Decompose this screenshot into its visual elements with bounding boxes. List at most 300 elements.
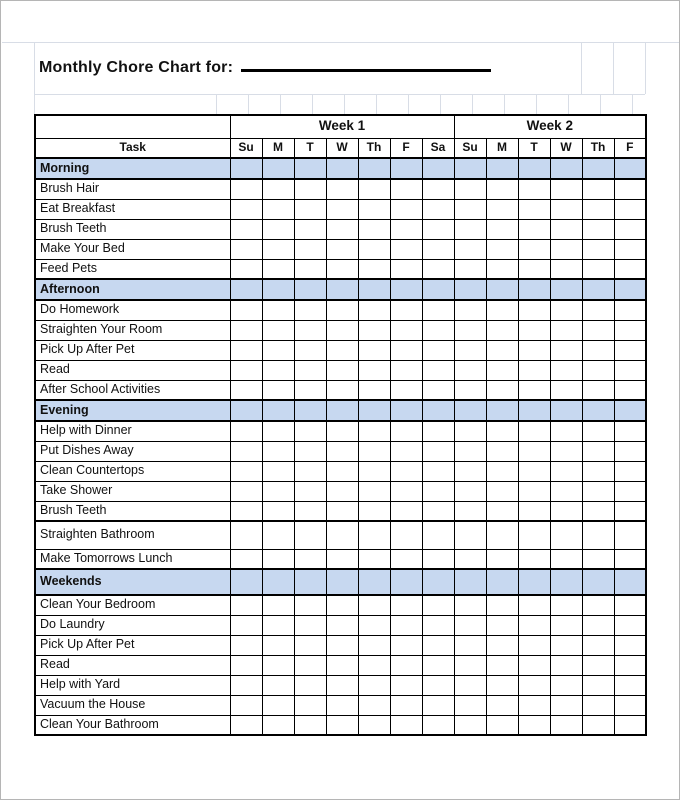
day-checkbox-cell[interactable] <box>518 179 550 199</box>
day-checkbox-cell[interactable] <box>230 239 262 259</box>
day-checkbox-cell[interactable] <box>486 441 518 461</box>
day-checkbox-cell[interactable] <box>262 549 294 569</box>
day-checkbox-cell[interactable] <box>358 259 390 279</box>
day-checkbox-cell[interactable] <box>614 675 646 695</box>
day-checkbox-cell[interactable] <box>230 595 262 615</box>
day-checkbox-cell[interactable] <box>582 549 614 569</box>
day-checkbox-cell[interactable] <box>390 695 422 715</box>
day-checkbox-cell[interactable] <box>486 635 518 655</box>
day-checkbox-cell[interactable] <box>582 501 614 521</box>
day-checkbox-cell[interactable] <box>582 179 614 199</box>
day-checkbox-cell[interactable] <box>294 441 326 461</box>
day-checkbox-cell[interactable] <box>294 715 326 735</box>
day-checkbox-cell[interactable] <box>326 461 358 481</box>
day-checkbox-cell[interactable] <box>582 635 614 655</box>
day-checkbox-cell[interactable] <box>390 340 422 360</box>
day-checkbox-cell[interactable] <box>358 219 390 239</box>
day-checkbox-cell[interactable] <box>422 259 454 279</box>
day-checkbox-cell[interactable] <box>230 675 262 695</box>
day-checkbox-cell[interactable] <box>518 380 550 400</box>
day-checkbox-cell[interactable] <box>486 501 518 521</box>
day-checkbox-cell[interactable] <box>518 239 550 259</box>
day-checkbox-cell[interactable] <box>486 461 518 481</box>
day-checkbox-cell[interactable] <box>294 179 326 199</box>
day-checkbox-cell[interactable] <box>262 259 294 279</box>
day-checkbox-cell[interactable] <box>326 441 358 461</box>
day-checkbox-cell[interactable] <box>390 219 422 239</box>
day-checkbox-cell[interactable] <box>582 199 614 219</box>
day-checkbox-cell[interactable] <box>582 615 614 635</box>
day-checkbox-cell[interactable] <box>326 521 358 549</box>
day-checkbox-cell[interactable] <box>390 655 422 675</box>
day-checkbox-cell[interactable] <box>614 615 646 635</box>
day-checkbox-cell[interactable] <box>262 501 294 521</box>
day-checkbox-cell[interactable] <box>358 481 390 501</box>
day-checkbox-cell[interactable] <box>550 655 582 675</box>
day-checkbox-cell[interactable] <box>390 595 422 615</box>
day-checkbox-cell[interactable] <box>230 441 262 461</box>
day-checkbox-cell[interactable] <box>518 655 550 675</box>
day-checkbox-cell[interactable] <box>582 655 614 675</box>
day-checkbox-cell[interactable] <box>422 715 454 735</box>
day-checkbox-cell[interactable] <box>294 675 326 695</box>
day-checkbox-cell[interactable] <box>390 239 422 259</box>
day-checkbox-cell[interactable] <box>518 340 550 360</box>
day-checkbox-cell[interactable] <box>582 320 614 340</box>
day-checkbox-cell[interactable] <box>582 380 614 400</box>
day-checkbox-cell[interactable] <box>230 655 262 675</box>
day-checkbox-cell[interactable] <box>614 179 646 199</box>
day-checkbox-cell[interactable] <box>582 300 614 320</box>
day-checkbox-cell[interactable] <box>390 501 422 521</box>
day-checkbox-cell[interactable] <box>614 501 646 521</box>
day-checkbox-cell[interactable] <box>262 380 294 400</box>
day-checkbox-cell[interactable] <box>422 635 454 655</box>
day-checkbox-cell[interactable] <box>422 320 454 340</box>
day-checkbox-cell[interactable] <box>518 521 550 549</box>
day-checkbox-cell[interactable] <box>230 549 262 569</box>
day-checkbox-cell[interactable] <box>326 675 358 695</box>
day-checkbox-cell[interactable] <box>422 461 454 481</box>
day-checkbox-cell[interactable] <box>294 340 326 360</box>
day-checkbox-cell[interactable] <box>582 421 614 441</box>
day-checkbox-cell[interactable] <box>294 199 326 219</box>
day-checkbox-cell[interactable] <box>454 695 486 715</box>
day-checkbox-cell[interactable] <box>454 595 486 615</box>
day-checkbox-cell[interactable] <box>582 259 614 279</box>
day-checkbox-cell[interactable] <box>486 521 518 549</box>
day-checkbox-cell[interactable] <box>614 635 646 655</box>
day-checkbox-cell[interactable] <box>454 715 486 735</box>
day-checkbox-cell[interactable] <box>230 715 262 735</box>
day-checkbox-cell[interactable] <box>486 320 518 340</box>
day-checkbox-cell[interactable] <box>614 259 646 279</box>
day-checkbox-cell[interactable] <box>422 655 454 675</box>
day-checkbox-cell[interactable] <box>550 239 582 259</box>
day-checkbox-cell[interactable] <box>230 259 262 279</box>
day-checkbox-cell[interactable] <box>390 461 422 481</box>
day-checkbox-cell[interactable] <box>358 179 390 199</box>
day-checkbox-cell[interactable] <box>262 635 294 655</box>
day-checkbox-cell[interactable] <box>486 675 518 695</box>
day-checkbox-cell[interactable] <box>358 239 390 259</box>
day-checkbox-cell[interactable] <box>230 481 262 501</box>
day-checkbox-cell[interactable] <box>262 219 294 239</box>
day-checkbox-cell[interactable] <box>550 421 582 441</box>
day-checkbox-cell[interactable] <box>550 219 582 239</box>
day-checkbox-cell[interactable] <box>550 595 582 615</box>
day-checkbox-cell[interactable] <box>294 635 326 655</box>
day-checkbox-cell[interactable] <box>230 320 262 340</box>
day-checkbox-cell[interactable] <box>454 655 486 675</box>
day-checkbox-cell[interactable] <box>294 595 326 615</box>
day-checkbox-cell[interactable] <box>294 501 326 521</box>
day-checkbox-cell[interactable] <box>614 695 646 715</box>
day-checkbox-cell[interactable] <box>230 501 262 521</box>
day-checkbox-cell[interactable] <box>422 340 454 360</box>
day-checkbox-cell[interactable] <box>326 320 358 340</box>
day-checkbox-cell[interactable] <box>358 695 390 715</box>
day-checkbox-cell[interactable] <box>358 655 390 675</box>
day-checkbox-cell[interactable] <box>390 715 422 735</box>
day-checkbox-cell[interactable] <box>390 199 422 219</box>
day-checkbox-cell[interactable] <box>358 380 390 400</box>
day-checkbox-cell[interactable] <box>294 219 326 239</box>
day-checkbox-cell[interactable] <box>454 501 486 521</box>
day-checkbox-cell[interactable] <box>454 675 486 695</box>
day-checkbox-cell[interactable] <box>326 219 358 239</box>
day-checkbox-cell[interactable] <box>550 549 582 569</box>
day-checkbox-cell[interactable] <box>614 380 646 400</box>
day-checkbox-cell[interactable] <box>230 421 262 441</box>
day-checkbox-cell[interactable] <box>454 549 486 569</box>
day-checkbox-cell[interactable] <box>582 675 614 695</box>
day-checkbox-cell[interactable] <box>326 481 358 501</box>
day-checkbox-cell[interactable] <box>262 461 294 481</box>
day-checkbox-cell[interactable] <box>614 655 646 675</box>
day-checkbox-cell[interactable] <box>614 239 646 259</box>
day-checkbox-cell[interactable] <box>582 481 614 501</box>
day-checkbox-cell[interactable] <box>614 340 646 360</box>
day-checkbox-cell[interactable] <box>518 199 550 219</box>
day-checkbox-cell[interactable] <box>390 360 422 380</box>
day-checkbox-cell[interactable] <box>294 300 326 320</box>
day-checkbox-cell[interactable] <box>326 501 358 521</box>
day-checkbox-cell[interactable] <box>614 461 646 481</box>
day-checkbox-cell[interactable] <box>390 675 422 695</box>
day-checkbox-cell[interactable] <box>422 219 454 239</box>
day-checkbox-cell[interactable] <box>518 461 550 481</box>
day-checkbox-cell[interactable] <box>454 481 486 501</box>
day-checkbox-cell[interactable] <box>614 549 646 569</box>
day-checkbox-cell[interactable] <box>390 635 422 655</box>
day-checkbox-cell[interactable] <box>262 199 294 219</box>
day-checkbox-cell[interactable] <box>358 461 390 481</box>
day-checkbox-cell[interactable] <box>326 340 358 360</box>
day-checkbox-cell[interactable] <box>550 259 582 279</box>
day-checkbox-cell[interactable] <box>262 441 294 461</box>
day-checkbox-cell[interactable] <box>486 360 518 380</box>
day-checkbox-cell[interactable] <box>518 715 550 735</box>
day-checkbox-cell[interactable] <box>294 421 326 441</box>
day-checkbox-cell[interactable] <box>326 655 358 675</box>
day-checkbox-cell[interactable] <box>486 219 518 239</box>
day-checkbox-cell[interactable] <box>422 675 454 695</box>
day-checkbox-cell[interactable] <box>422 421 454 441</box>
day-checkbox-cell[interactable] <box>422 695 454 715</box>
day-checkbox-cell[interactable] <box>614 521 646 549</box>
day-checkbox-cell[interactable] <box>230 340 262 360</box>
day-checkbox-cell[interactable] <box>422 501 454 521</box>
day-checkbox-cell[interactable] <box>550 320 582 340</box>
day-checkbox-cell[interactable] <box>486 595 518 615</box>
day-checkbox-cell[interactable] <box>486 380 518 400</box>
day-checkbox-cell[interactable] <box>550 461 582 481</box>
day-checkbox-cell[interactable] <box>326 300 358 320</box>
day-checkbox-cell[interactable] <box>262 340 294 360</box>
day-checkbox-cell[interactable] <box>454 300 486 320</box>
day-checkbox-cell[interactable] <box>582 595 614 615</box>
day-checkbox-cell[interactable] <box>294 481 326 501</box>
day-checkbox-cell[interactable] <box>550 360 582 380</box>
day-checkbox-cell[interactable] <box>326 549 358 569</box>
day-checkbox-cell[interactable] <box>486 615 518 635</box>
day-checkbox-cell[interactable] <box>550 615 582 635</box>
day-checkbox-cell[interactable] <box>518 635 550 655</box>
day-checkbox-cell[interactable] <box>518 549 550 569</box>
day-checkbox-cell[interactable] <box>390 259 422 279</box>
day-checkbox-cell[interactable] <box>326 421 358 441</box>
day-checkbox-cell[interactable] <box>326 615 358 635</box>
day-checkbox-cell[interactable] <box>326 635 358 655</box>
day-checkbox-cell[interactable] <box>518 615 550 635</box>
day-checkbox-cell[interactable] <box>358 549 390 569</box>
day-checkbox-cell[interactable] <box>230 179 262 199</box>
day-checkbox-cell[interactable] <box>230 199 262 219</box>
day-checkbox-cell[interactable] <box>454 239 486 259</box>
day-checkbox-cell[interactable] <box>582 441 614 461</box>
day-checkbox-cell[interactable] <box>454 179 486 199</box>
day-checkbox-cell[interactable] <box>262 715 294 735</box>
day-checkbox-cell[interactable] <box>294 380 326 400</box>
day-checkbox-cell[interactable] <box>358 199 390 219</box>
day-checkbox-cell[interactable] <box>550 179 582 199</box>
day-checkbox-cell[interactable] <box>582 715 614 735</box>
day-checkbox-cell[interactable] <box>294 549 326 569</box>
day-checkbox-cell[interactable] <box>454 421 486 441</box>
day-checkbox-cell[interactable] <box>518 360 550 380</box>
day-checkbox-cell[interactable] <box>262 320 294 340</box>
day-checkbox-cell[interactable] <box>614 199 646 219</box>
day-checkbox-cell[interactable] <box>486 421 518 441</box>
day-checkbox-cell[interactable] <box>422 179 454 199</box>
day-checkbox-cell[interactable] <box>358 360 390 380</box>
day-checkbox-cell[interactable] <box>230 615 262 635</box>
name-blank-field[interactable] <box>241 68 491 72</box>
day-checkbox-cell[interactable] <box>294 259 326 279</box>
day-checkbox-cell[interactable] <box>518 481 550 501</box>
day-checkbox-cell[interactable] <box>550 715 582 735</box>
day-checkbox-cell[interactable] <box>518 441 550 461</box>
day-checkbox-cell[interactable] <box>262 300 294 320</box>
day-checkbox-cell[interactable] <box>390 320 422 340</box>
day-checkbox-cell[interactable] <box>454 259 486 279</box>
day-checkbox-cell[interactable] <box>518 421 550 441</box>
day-checkbox-cell[interactable] <box>518 320 550 340</box>
day-checkbox-cell[interactable] <box>422 595 454 615</box>
day-checkbox-cell[interactable] <box>550 441 582 461</box>
day-checkbox-cell[interactable] <box>550 481 582 501</box>
day-checkbox-cell[interactable] <box>486 549 518 569</box>
day-checkbox-cell[interactable] <box>390 549 422 569</box>
day-checkbox-cell[interactable] <box>454 615 486 635</box>
day-checkbox-cell[interactable] <box>550 501 582 521</box>
day-checkbox-cell[interactable] <box>518 501 550 521</box>
day-checkbox-cell[interactable] <box>294 461 326 481</box>
day-checkbox-cell[interactable] <box>614 595 646 615</box>
day-checkbox-cell[interactable] <box>294 320 326 340</box>
day-checkbox-cell[interactable] <box>614 481 646 501</box>
day-checkbox-cell[interactable] <box>358 501 390 521</box>
day-checkbox-cell[interactable] <box>358 320 390 340</box>
day-checkbox-cell[interactable] <box>550 199 582 219</box>
day-checkbox-cell[interactable] <box>358 615 390 635</box>
day-checkbox-cell[interactable] <box>262 421 294 441</box>
day-checkbox-cell[interactable] <box>486 239 518 259</box>
day-checkbox-cell[interactable] <box>358 441 390 461</box>
day-checkbox-cell[interactable] <box>422 380 454 400</box>
day-checkbox-cell[interactable] <box>486 199 518 219</box>
day-checkbox-cell[interactable] <box>326 360 358 380</box>
day-checkbox-cell[interactable] <box>518 695 550 715</box>
day-checkbox-cell[interactable] <box>230 695 262 715</box>
day-checkbox-cell[interactable] <box>550 695 582 715</box>
day-checkbox-cell[interactable] <box>230 635 262 655</box>
day-checkbox-cell[interactable] <box>550 300 582 320</box>
day-checkbox-cell[interactable] <box>230 360 262 380</box>
day-checkbox-cell[interactable] <box>230 219 262 239</box>
day-checkbox-cell[interactable] <box>454 380 486 400</box>
day-checkbox-cell[interactable] <box>518 595 550 615</box>
day-checkbox-cell[interactable] <box>262 481 294 501</box>
day-checkbox-cell[interactable] <box>550 675 582 695</box>
day-checkbox-cell[interactable] <box>518 300 550 320</box>
day-checkbox-cell[interactable] <box>326 380 358 400</box>
day-checkbox-cell[interactable] <box>486 695 518 715</box>
day-checkbox-cell[interactable] <box>294 695 326 715</box>
day-checkbox-cell[interactable] <box>326 715 358 735</box>
day-checkbox-cell[interactable] <box>230 380 262 400</box>
day-checkbox-cell[interactable] <box>454 635 486 655</box>
day-checkbox-cell[interactable] <box>486 481 518 501</box>
day-checkbox-cell[interactable] <box>358 715 390 735</box>
day-checkbox-cell[interactable] <box>422 521 454 549</box>
day-checkbox-cell[interactable] <box>294 239 326 259</box>
day-checkbox-cell[interactable] <box>582 695 614 715</box>
day-checkbox-cell[interactable] <box>358 421 390 441</box>
day-checkbox-cell[interactable] <box>390 521 422 549</box>
day-checkbox-cell[interactable] <box>422 441 454 461</box>
day-checkbox-cell[interactable] <box>454 320 486 340</box>
day-checkbox-cell[interactable] <box>614 360 646 380</box>
day-checkbox-cell[interactable] <box>262 360 294 380</box>
day-checkbox-cell[interactable] <box>390 481 422 501</box>
day-checkbox-cell[interactable] <box>486 715 518 735</box>
day-checkbox-cell[interactable] <box>294 655 326 675</box>
day-checkbox-cell[interactable] <box>582 461 614 481</box>
day-checkbox-cell[interactable] <box>358 340 390 360</box>
day-checkbox-cell[interactable] <box>326 595 358 615</box>
day-checkbox-cell[interactable] <box>262 675 294 695</box>
day-checkbox-cell[interactable] <box>582 360 614 380</box>
day-checkbox-cell[interactable] <box>358 300 390 320</box>
day-checkbox-cell[interactable] <box>358 675 390 695</box>
day-checkbox-cell[interactable] <box>486 340 518 360</box>
day-checkbox-cell[interactable] <box>518 259 550 279</box>
day-checkbox-cell[interactable] <box>262 655 294 675</box>
day-checkbox-cell[interactable] <box>454 360 486 380</box>
day-checkbox-cell[interactable] <box>486 300 518 320</box>
day-checkbox-cell[interactable] <box>454 199 486 219</box>
day-checkbox-cell[interactable] <box>454 521 486 549</box>
day-checkbox-cell[interactable] <box>582 521 614 549</box>
day-checkbox-cell[interactable] <box>230 461 262 481</box>
day-checkbox-cell[interactable] <box>262 595 294 615</box>
day-checkbox-cell[interactable] <box>582 239 614 259</box>
day-checkbox-cell[interactable] <box>262 695 294 715</box>
day-checkbox-cell[interactable] <box>326 199 358 219</box>
day-checkbox-cell[interactable] <box>262 239 294 259</box>
day-checkbox-cell[interactable] <box>454 461 486 481</box>
day-checkbox-cell[interactable] <box>262 179 294 199</box>
day-checkbox-cell[interactable] <box>422 615 454 635</box>
day-checkbox-cell[interactable] <box>390 615 422 635</box>
day-checkbox-cell[interactable] <box>294 360 326 380</box>
day-checkbox-cell[interactable] <box>358 595 390 615</box>
day-checkbox-cell[interactable] <box>358 521 390 549</box>
day-checkbox-cell[interactable] <box>262 615 294 635</box>
day-checkbox-cell[interactable] <box>422 549 454 569</box>
day-checkbox-cell[interactable] <box>390 421 422 441</box>
day-checkbox-cell[interactable] <box>262 521 294 549</box>
day-checkbox-cell[interactable] <box>486 655 518 675</box>
day-checkbox-cell[interactable] <box>454 340 486 360</box>
day-checkbox-cell[interactable] <box>550 340 582 360</box>
day-checkbox-cell[interactable] <box>614 715 646 735</box>
day-checkbox-cell[interactable] <box>326 259 358 279</box>
day-checkbox-cell[interactable] <box>294 521 326 549</box>
day-checkbox-cell[interactable] <box>550 635 582 655</box>
day-checkbox-cell[interactable] <box>390 441 422 461</box>
day-checkbox-cell[interactable] <box>582 219 614 239</box>
day-checkbox-cell[interactable] <box>390 300 422 320</box>
day-checkbox-cell[interactable] <box>614 320 646 340</box>
day-checkbox-cell[interactable] <box>390 380 422 400</box>
day-checkbox-cell[interactable] <box>390 179 422 199</box>
day-checkbox-cell[interactable] <box>422 239 454 259</box>
day-checkbox-cell[interactable] <box>550 521 582 549</box>
day-checkbox-cell[interactable] <box>614 219 646 239</box>
day-checkbox-cell[interactable] <box>230 521 262 549</box>
day-checkbox-cell[interactable] <box>422 300 454 320</box>
day-checkbox-cell[interactable] <box>614 421 646 441</box>
day-checkbox-cell[interactable] <box>294 615 326 635</box>
day-checkbox-cell[interactable] <box>614 441 646 461</box>
day-checkbox-cell[interactable] <box>326 239 358 259</box>
day-checkbox-cell[interactable] <box>230 300 262 320</box>
day-checkbox-cell[interactable] <box>614 300 646 320</box>
day-checkbox-cell[interactable] <box>422 199 454 219</box>
